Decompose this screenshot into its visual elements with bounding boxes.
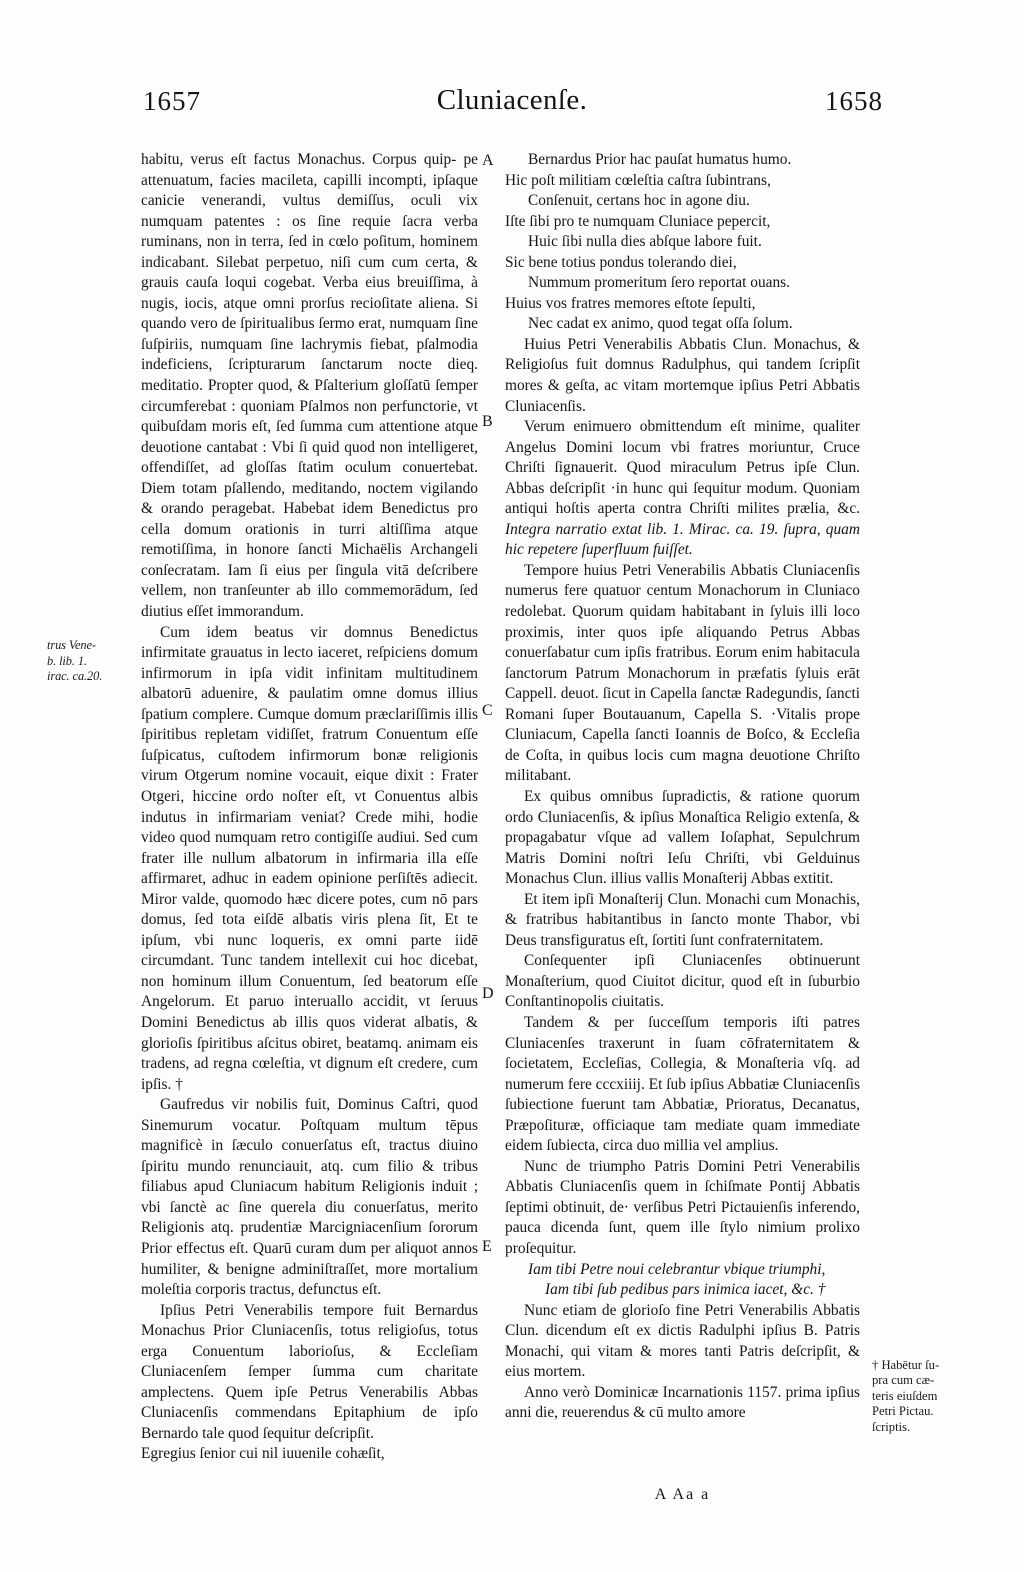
paragraph-right-10: Anno verò Dominicæ Incarnationis 1157. prima ipſius anni die, reuerendus & cū multo amore [505,1383,860,1422]
paragraph-right-1: Huius Petri Venerabilis Abbatis Clun. Monachus, & Religioſus fuit domnus Radulphus, qui tandem ſcripſit mores & geſta, ac vitam mortemque ipſius Petri Abbatis Cluniacenſis. [505,335,860,415]
paragraph-right-5: Et item ipſi Monaſterij Clun. Monachi cum Monachis, & fratribus habitantibus in ſancto monte Thabor, vbi Deus transfiguratus eſt, ſortiti ſunt confraternitatem. [505,890,860,949]
paragraph-right-4: Ex quibus omnibus ſupradictis, & ratione quorum ordo Cluniacenſis, & ipſius Monaſtica Religio extenſa, & propagabatur vſque ad vallem Ioſaphat, Sepulchrum Matris Domini noſtri Ieſu Chriſti, vbi Gelduinus Monachus Clun. illius vallis Monaſterij Abbas extitit. [505,787,860,888]
verse-line: Huius vos fratres memores eſtote ſepulti, [505,294,756,312]
verse-line: Nec cadat ex animo, quod tegat oſſa ſolum. [528,315,793,333]
folio-number-right: 1658 [825,86,883,116]
paragraph-left-4: Ipſius Petri Venerabilis tempore fuit Bernardus Monachus Prior Cluniacenſis, totus religioſus, totus erga Conuentum laborioſus, & Eccleſiam Cluniacenſem ſemper ſumma cum charitate amplectens. Quem ipſe Petrus Venerabilis Abbas Cluniacenſis commendans Epitaphium de ipſo Bernardo tale quod ſequitur deſcripſit. [141,1301,478,1442]
marginal-note-left-line-1: trus Vene- [47,638,96,652]
marginal-note-right-line-5: ſcriptis. [872,1419,911,1434]
text-column-left [141,150,478,1465]
section-letter-e: E [482,1238,492,1255]
marginal-note-right-line-1: † Habētur ſu- [872,1358,940,1372]
section-letter-c: C [482,702,493,719]
paragraph-right-8: Nunc de triumpho Patris Domini Petri Venerabilis Abbatis Cluniacenſis quem in ſchiſmate Pontij Abbatis ſeptimi obtinuit, de· verſibus Petri Pictauienſis inferendo, pauca dicenda ſunt, quem ille ſtylo nimium prolixo proſequitur. [505,1157,860,1257]
verse-line-left-epitaph: Egregius ſenior cui nil iuuenile cohæſit, [141,1445,385,1463]
verse-line: Iam tibi Petre noui celebrantur vbique triumphi, [528,1260,826,1278]
paragraph-right-7: Tandem & per ſucceſſum temporis iſti patres Cluniacenſes traxerunt in ſuam cōfraternitatem & ſocietatem, Eccleſias, Collegia, & Monaſteria vſq. ad numerum fere cccxiiij. Et ſub ipſius Abbatiæ Cluniacenſis ſubiectione fuerunt tam Abbatiæ, Prioratus, Decanatus, Præpoſituræ, officiaque tam mediate quam immediate eidem ſubiecta, circa duo millia vel amplius. [505,1013,860,1155]
section-letter-a: A [482,152,494,169]
marginal-note-left-line-3: irac. ca.20. [47,669,103,684]
paragraph-right-3: Tempore huius Petri Venerabilis Abbatis Cluniacenſis numerus fere quatuor centum Monachorum in Cluniaco redolebat. Quorum quidam habitabant in ſyluis illi loco proximis, inter quos ipſe aliquando Petrus Abbas conuerſabatur cum ipſis fratribus. Eorum enim habitacula ſanctorum Patrum Monachorum in præfatis ſyluis erāt Cappell. deuot. ſicut in Capella ſanctæ Radegundis, ſancti Romani ſuper Boutauanum, Capella S. ·Vitalis prope Cluniacum, Capella ſancti Ioannis de Boſco, & Eccleſia de Coſta, in quibus locis cum magna deuotione Chriſto militabant. [505,561,860,785]
paragraph-right-6: Conſequenter ipſi Cluniacenſes obtinuerunt Monaſterium, quod Ciuitot dicitur, quod eſt in ſuburbio Conſtantinopolis ciuitatis. [505,952,860,1011]
marginal-note-left-line-2: b. lib. 1. [47,653,87,668]
verse-line: Sic bene totius pondus tolerando diei, [505,253,737,271]
verse-line: Hic poſt militiam cœleſtia caſtra ſubintrans, [505,171,771,189]
verse-line: Conſenuit, certans hoc in agone diu. [528,192,750,210]
paragraph-left-2: Cum idem beatus vir domnus Benedictus infirmitate grauatus in lecto iaceret, reſpiciens domum infirmorum in ipſa vidit infinitam multitudinem albatorū aduenire, & paulatim omne domus illius ſpatium complere. Cumque domum præclariſſimis illis ſpiritibus repletam vidiſſet, fratrum Conuentum eſſe ſuſpicatus, cuſtodem infirmorum bonæ religionis virum Otgerum nomine vocauit, eique dixit : Frater Otgeri, hiccine ordo noſter eſt, vt Conuentus albis indutus in infirmariam veniat? Crede mihi, hodie video quod numquam retro contigiſſe audiui. Sed cum frater ille nullum albatorum in infirmaria illa eſſe affirmaret, adhuc in eadem opinione perſiſtēs adiecit. Miror valde, quomodo hæc dicere potes, cum nō pars domus, ſed tota eiſdē albatis viris plena ſit, Et te ipſum, vbi nunc loqueris, ex omni parte iidē circumdant. Tunc tandem intellexit cui hoc dicebat, non hominum illum Conuentum, ſed beatorum eſſe Angelorum. Et paruo interuallo accidit, vt ſeruus Domini Benedictus ab illis quos viderat albatis, & glorioſis ſpiritibus aſcitus obiret, beatamq. animam eis tradens, ad regna cœleſtia, vt dignum eſt credere, cum ipſis. † [141,623,478,1093]
verse-block-petrus-pictaviensis [505,1260,860,1301]
paragraph-left-1: habitu, verus eſt factus Monachus. Corpus quip- pe attenuatum, facies macileta, capilli incompti, ipſaque canicie venerandi, vultus demiſſus, oculi vix numquam patentes : os ſine requie ſacra verba ruminans, non in terra, ſed in cœlo poſitum, hominem indicabant. Silebat perpetuo, niſi cum cum certa, & grauis cauſa loqui cogebat. Verba eius breuiſſima, à nugis, iocis, atque omni prorſus recioſitate aliena. Si quando vero de ſpiritualibus ſermo erat, numquam ſine ſuſpiriis, numquam ſine lachrymis fiebat, pſalmodia indeficiens, ſcripturarum ſanctarum nocte dieq. meditatio. Propter quod, & Pſalterium gloſſatū ſemper circumferebat : quoniam Pſalmos non perfunctorie, vt quibuſdam moris eſt, ſed ſumma cum attentione atque deuotione cantabat : Vbi ſi quid quod non intelligeret, offendiſſet, ad gloſſas ſtatim oculum conuertebat. Diem totam pſallendo, meditando, noctem vigilando & orando peragebat. Habebat idem Benedictus pro cella domum orationis in turri altiſſima atque remotiſſima, in honore ſancti Michaëlis Archangeli conſecratam. Iam ſi eius per ſingula vitā deſcribere vellem, non tranſeunter ab illo commemorādum, ſed diutius eſſet immorandum. [141,151,478,621]
marginal-note-left [47,638,143,685]
text-column-right [505,150,860,1424]
page-title: Cluniacenſe. [436,84,588,116]
section-letter-b: B [482,413,493,430]
verse-block-epitaph-bernardus [505,150,860,335]
marginal-note-right-line-3: teris eiuſdem [872,1388,938,1403]
verse-line: Bernardus Prior hac pauſat humatus humo. [528,151,792,168]
running-head [0,86,1024,130]
folio-number-left: 1657 [143,86,201,116]
marginal-note-right-line-4: Petri Pictau. [872,1404,934,1419]
verse-line: Nummum promeritum ſero reportat ouans. [528,274,791,292]
section-letter-d: D [482,985,494,1002]
paragraph-right-9: Nunc etiam de glorioſo fine Petri Venerabilis Abbatis Clun. dicendum eſt ex dictis Radulphi ipſius B. Patris Monachi, qui vitam & mores tanti Patris deſcripſit, & eius mortem. [505,1301,860,1381]
paragraph-right-2 [505,417,860,561]
verse-line: Iam tibi ſub pedibus pars inimica iacet, &c. † [545,1281,826,1299]
marginal-note-right-line-2: pra cum cæ- [872,1373,935,1388]
paragraph-left-3: Gaufredus vir nobilis fuit, Dominus Caſtri, quod Sinemurum vocatur. Poſtquam multum tēpus magnificè in ſæculo conuerſatus eſt, tractus diuino ſpiritu mundo renunciauit, atq. cum filio & tribus filiabus apud Cluniacum habitum Religionis induit ; vbi ſanctè ac ſine querela diu conuerſatus, merito Religionis atq. prudentiæ Marcigniacenſium ſororum Prior effectus eſt. Quarū curam dum per aliquot annos humiliter, & benigne adminiſtraſſet, more mortalium moleſtia corporis tractus, defunctus eſt. [141,1096,478,1299]
marginal-note-right [872,1358,967,1435]
paragraph-right-2-italic: Integra narratio extat lib. 1. Mirac. ca. 19. ſupra, quam hic repetere ſuperfluum fuiſſet. [505,520,860,559]
verse-line: Iſte ſibi pro te numquam Cluniace pepercit, [505,212,771,230]
paragraph-right-2-roman: Verum enimuero obmittendum eſt minime, qualiter Angelus Domini locum vbi fratres moriuntur, Cruce Chriſti ſignauerit. Quod miraculum Petrus ipſe Clun. Abbas deſcripſit ·in hunc qui ſequitur modum. Quoniam antiqui hoſtis aperta contra Chriſti milites prælia, &c. [505,418,860,518]
quire-signature: A Aa a [654,1486,711,1503]
verse-line: Huic ſibi nulla dies abſque labore fuit. [528,233,762,251]
